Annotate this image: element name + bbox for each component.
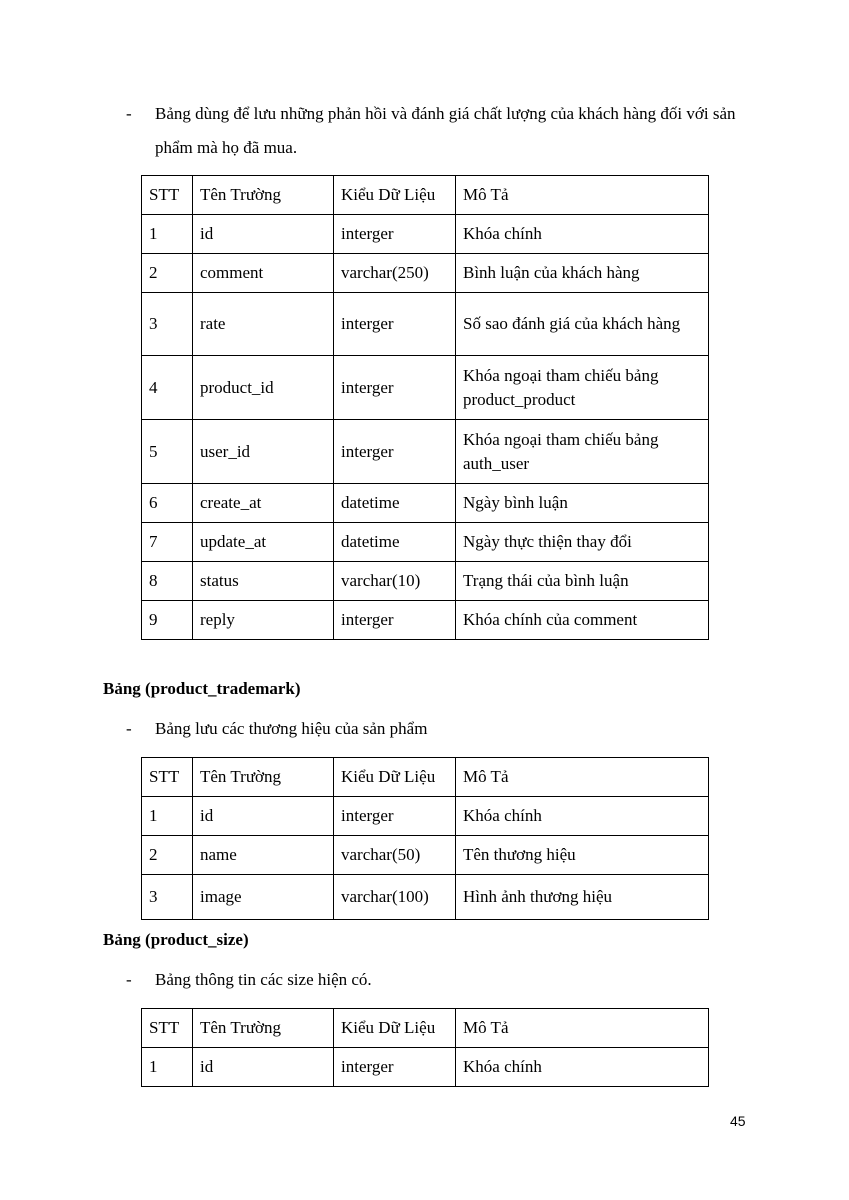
table-cell: rate <box>193 293 334 356</box>
table-cell: 2 <box>142 254 193 293</box>
section-description: Bảng thông tin các size hiện có. <box>155 970 372 989</box>
feedback-table <box>141 175 709 640</box>
section-title-size: Bảng (product_size) <box>103 930 249 949</box>
table-cell: status <box>193 562 334 601</box>
table-cell: Ngày thực thiện thay đổi <box>456 523 709 562</box>
page-number: 45 <box>730 1113 746 1129</box>
table-cell: reply <box>193 601 334 640</box>
table-cell: Số sao đánh giá của khách hàng <box>456 293 709 356</box>
table-cell: 9 <box>142 601 193 640</box>
table-cell: id <box>193 1048 334 1087</box>
table-cell: 7 <box>142 523 193 562</box>
table-cell: 1 <box>142 215 193 254</box>
table-cell: Khóa ngoại tham chiếu bảng product_product <box>456 356 709 420</box>
table-row <box>142 601 709 640</box>
header-cell: Mô Tả <box>456 1009 709 1048</box>
intro-paragraph: Bảng dùng để lưu những phản hồi và đánh giá chất lượng của khách hàng đối với sản phẩm mà họ đã mua. <box>155 104 736 157</box>
section-title-trademark: Bảng (product_trademark) <box>103 679 301 698</box>
table-row <box>142 215 709 254</box>
header-cell: Kiểu Dữ Liệu <box>334 758 456 797</box>
table-cell: name <box>193 836 334 875</box>
table-cell: Trạng thái của bình luận <box>456 562 709 601</box>
table-cell: Bình luận của khách hàng <box>456 254 709 293</box>
table-row <box>142 562 709 601</box>
table-cell: 5 <box>142 420 193 484</box>
table-cell: Khóa chính của comment <box>456 601 709 640</box>
table-cell: interger <box>334 601 456 640</box>
table-cell: comment <box>193 254 334 293</box>
table-row <box>142 356 709 420</box>
trademark-table <box>141 757 709 920</box>
table-row <box>142 254 709 293</box>
header-cell: Kiểu Dữ Liệu <box>334 1009 456 1048</box>
table-row <box>142 1048 709 1087</box>
table-cell: 3 <box>142 875 193 920</box>
table-cell: Khóa chính <box>456 215 709 254</box>
table-row <box>142 293 709 356</box>
table-cell: 2 <box>142 836 193 875</box>
section-description: Bảng lưu các thương hiệu của sản phẩm <box>155 719 428 738</box>
table-cell: 3 <box>142 293 193 356</box>
table-cell: image <box>193 875 334 920</box>
table-cell: Khóa chính <box>456 1048 709 1087</box>
table-cell: datetime <box>334 523 456 562</box>
size-table <box>141 1008 709 1087</box>
table-row <box>142 523 709 562</box>
table-cell: datetime <box>334 484 456 523</box>
header-cell: STT <box>142 1009 193 1048</box>
header-cell: Tên Trường <box>193 176 334 215</box>
table-cell: 6 <box>142 484 193 523</box>
header-cell: Mô Tả <box>456 758 709 797</box>
table-row <box>142 797 709 836</box>
table-cell: Khóa ngoại tham chiếu bảng auth_user <box>456 420 709 484</box>
table-header-row <box>142 758 709 797</box>
table-cell: varchar(250) <box>334 254 456 293</box>
header-cell: Mô Tả <box>456 176 709 215</box>
table-cell: interger <box>334 1048 456 1087</box>
table-header-row <box>142 1009 709 1048</box>
table-cell: interger <box>334 293 456 356</box>
table-cell: Hình ảnh thương hiệu <box>456 875 709 920</box>
table-cell: 1 <box>142 1048 193 1087</box>
header-cell: Tên Trường <box>193 1009 334 1048</box>
table-cell: 4 <box>142 356 193 420</box>
table-cell: update_at <box>193 523 334 562</box>
bullet-dash: - <box>126 719 132 738</box>
table-row <box>142 420 709 484</box>
bullet-dash: - <box>126 970 132 989</box>
header-cell: Tên Trường <box>193 758 334 797</box>
table-cell: create_at <box>193 484 334 523</box>
header-cell: STT <box>142 758 193 797</box>
table-row <box>142 836 709 875</box>
table-cell: id <box>193 797 334 836</box>
table-cell: interger <box>334 420 456 484</box>
table-cell: varchar(10) <box>334 562 456 601</box>
table-cell: Tên thương hiệu <box>456 836 709 875</box>
table-cell: user_id <box>193 420 334 484</box>
table-cell: 8 <box>142 562 193 601</box>
bullet-dash: - <box>126 104 132 123</box>
table-cell: varchar(100) <box>334 875 456 920</box>
table-cell: id <box>193 215 334 254</box>
header-cell: STT <box>142 176 193 215</box>
table-cell: varchar(50) <box>334 836 456 875</box>
table-header-row <box>142 176 709 215</box>
table-cell: Ngày bình luận <box>456 484 709 523</box>
table-cell: Khóa chính <box>456 797 709 836</box>
table-row <box>142 875 709 920</box>
table-cell: product_id <box>193 356 334 420</box>
table-cell: interger <box>334 215 456 254</box>
table-row <box>142 484 709 523</box>
table-cell: interger <box>334 356 456 420</box>
header-cell: Kiểu Dữ Liệu <box>334 176 456 215</box>
table-cell: interger <box>334 797 456 836</box>
table-cell: 1 <box>142 797 193 836</box>
